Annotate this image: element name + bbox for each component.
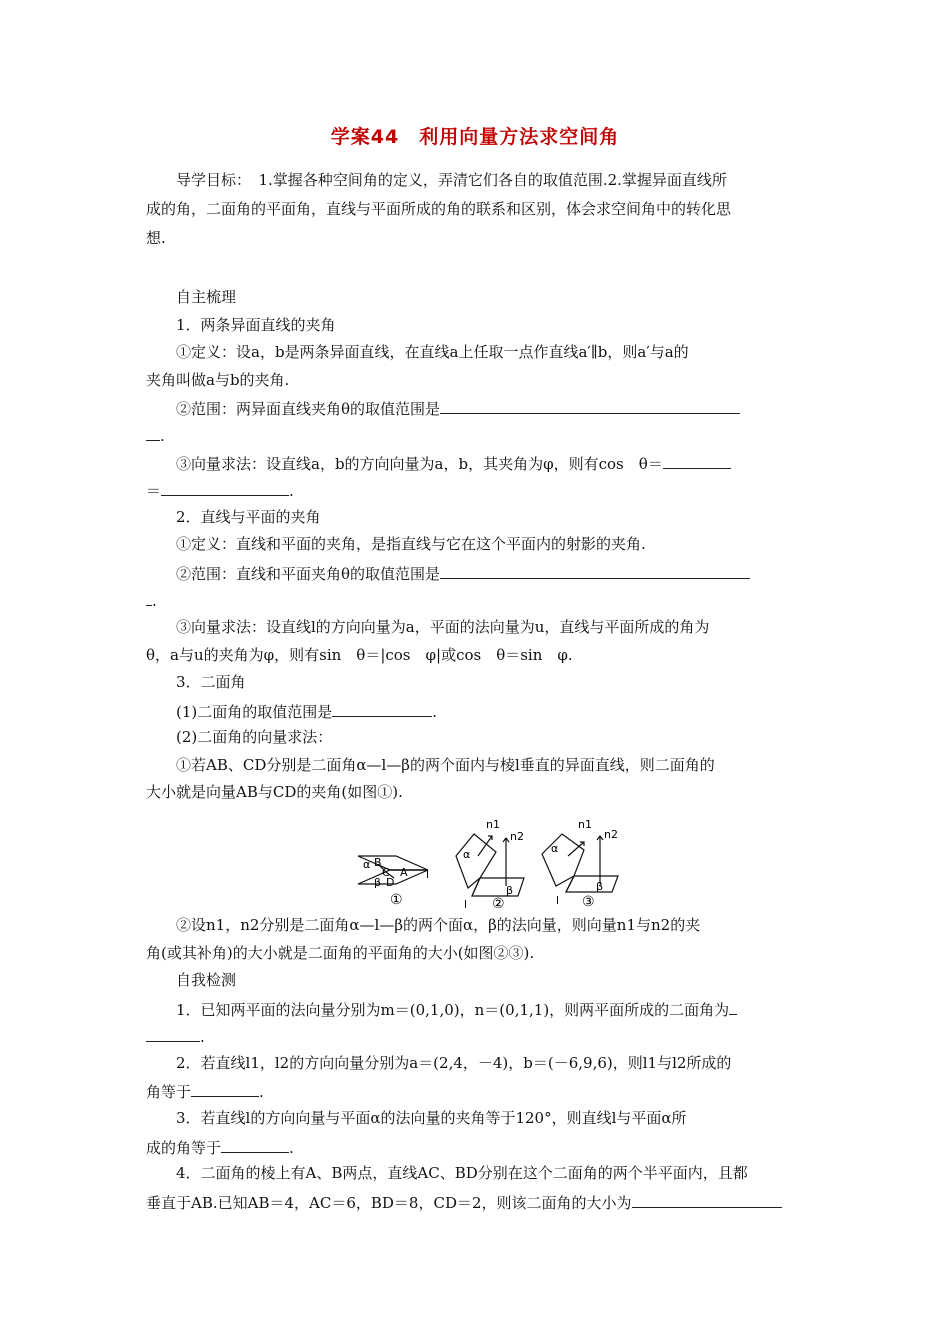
fig2-l-label: l bbox=[464, 898, 468, 908]
s3-method-1-line-1: ①若AB、CD分别是二面角α—l—β的两个面内与棱l垂直的异面直线，则二面角的 bbox=[176, 756, 715, 774]
s1-vector-line-1 bbox=[176, 452, 806, 474]
s1-vector-end: . bbox=[289, 482, 294, 500]
q4-blank[interactable] bbox=[632, 1191, 782, 1208]
s1-range-end: . bbox=[160, 427, 165, 445]
fig2-n2-label: n2 bbox=[510, 830, 524, 843]
fig3-l-label: l bbox=[556, 894, 560, 907]
s3-p1 bbox=[176, 700, 806, 722]
s2-range-blank[interactable] bbox=[440, 562, 750, 579]
fig1-B-label: B bbox=[374, 856, 382, 869]
review-heading: 自主梳理 bbox=[176, 288, 237, 306]
s2-range-line-1 bbox=[176, 562, 806, 584]
s1-range-blank-cont[interactable] bbox=[146, 424, 160, 441]
s3-p1-end: . bbox=[432, 703, 438, 721]
fig2-caption: ② bbox=[492, 896, 505, 908]
intro-line-1: 导学目标： 1.掌握各种空间角的定义，弄清它们各自的取值范围.2.掌握异面直线所 bbox=[176, 171, 727, 189]
fig3-n1-label: n1 bbox=[578, 818, 592, 831]
fig3-beta-label: β bbox=[596, 880, 604, 893]
q2-text: 角等于 bbox=[146, 1083, 192, 1101]
fig1-D-label: D bbox=[386, 876, 395, 889]
fig2-alpha-label: α bbox=[463, 848, 471, 861]
q1-line-1 bbox=[176, 998, 806, 1020]
s1-vector-blank-2[interactable] bbox=[161, 479, 289, 496]
q3-line-2 bbox=[146, 1136, 806, 1158]
fig2-beta-label: β bbox=[506, 884, 514, 897]
q4-line-2 bbox=[146, 1191, 806, 1213]
fig1-caption: ① bbox=[390, 892, 403, 908]
s2-vector-line-1: ③向量求法：设直线l的方向向量为a，平面的法向量为u，直线与平面所成的角为 bbox=[176, 618, 710, 636]
q3-end: . bbox=[289, 1139, 294, 1157]
fig1-C-label: C bbox=[382, 866, 390, 879]
fig1-A-label: A bbox=[400, 866, 408, 879]
figure-2-diagram bbox=[456, 834, 524, 896]
fig3-alpha-label: α bbox=[551, 842, 559, 855]
s2-range-line-2 bbox=[146, 589, 806, 611]
selfcheck-heading: 自我检测 bbox=[176, 971, 237, 989]
fig3-n2-label: n2 bbox=[604, 828, 618, 841]
q1-blank[interactable] bbox=[729, 998, 737, 1015]
s1-definition-line-2: 夹角叫做a与b的夹角. bbox=[146, 371, 290, 389]
s1-vector-eq: ＝ bbox=[146, 482, 162, 500]
q1-blank-cont[interactable] bbox=[146, 1025, 200, 1042]
page-title: 学案44 利用向量方法求空间角 bbox=[330, 126, 620, 148]
s2-range-end: . bbox=[152, 592, 157, 610]
s3-p1-text: (1)二面角的取值范围是 bbox=[176, 703, 333, 721]
s3-p1-blank[interactable] bbox=[332, 700, 432, 717]
q3-blank[interactable] bbox=[221, 1136, 289, 1153]
s3-method-2-line-2: 角(或其补角)的大小就是二面角的平面角的大小(如图②③). bbox=[146, 944, 535, 962]
intro-line-3: 想. bbox=[146, 229, 166, 247]
q2-line-1: 2．若直线l1，l2的方向向量分别为a＝(2,4，－4)，b＝(－6,9,6)，则l1与l2所成的 bbox=[176, 1054, 732, 1072]
q1-line-2 bbox=[146, 1025, 806, 1047]
section-3-heading: 3．二面角 bbox=[176, 673, 246, 691]
q4-text: 垂直于AB.已知AB＝4，AC＝6，BD＝8，CD＝2，则该二面角的大小为 bbox=[146, 1194, 632, 1212]
s1-range-blank[interactable] bbox=[440, 397, 740, 414]
fig3-caption: ③ bbox=[582, 894, 595, 908]
s2-vector-line-2: θ，a与u的夹角为φ，则有sin θ＝|cos φ|或cos θ＝sin φ. bbox=[146, 646, 573, 664]
dihedral-figures bbox=[356, 816, 646, 908]
s1-vector-blank-1[interactable] bbox=[663, 452, 731, 469]
s3-method-2-line-1: ②设n1，n2分别是二面角α—l—β的两个面α，β的法向量，则向量n1与n2的夹 bbox=[176, 916, 701, 934]
intro-line-2: 成的角，二面角的平面角，直线与平面所成的角的联系和区别，体会求空间角中的转化思 bbox=[146, 200, 732, 218]
s1-range-line-1 bbox=[176, 397, 806, 419]
fig1-l-label: l bbox=[426, 868, 430, 881]
s2-range-text: ②范围：直线和平面夹角θ的取值范围是 bbox=[176, 565, 441, 583]
s1-vector-line-2 bbox=[146, 479, 806, 501]
q2-line-2 bbox=[146, 1080, 806, 1102]
s3-p2: (2)二面角的向量求法： bbox=[176, 728, 333, 746]
fig1-beta-label: β bbox=[374, 876, 382, 889]
q2-blank[interactable] bbox=[191, 1080, 259, 1097]
s3-method-1-line-2: 大小就是向量AB与CD的夹角(如图①). bbox=[146, 783, 403, 801]
section-1-heading: 1．两条异面直线的夹角 bbox=[176, 316, 336, 334]
s1-vector-text: ③向量求法：设直线a，b的方向向量为a，b，其夹角为φ，则有cos θ＝ bbox=[176, 455, 663, 473]
q1-end: . bbox=[200, 1028, 205, 1046]
q2-end: . bbox=[259, 1083, 264, 1101]
s1-range-text: ②范围：两异面直线夹角θ的取值范围是 bbox=[176, 400, 441, 418]
fig2-n1-label: n1 bbox=[486, 818, 500, 831]
q3-text: 成的角等于 bbox=[146, 1139, 222, 1157]
q3-line-1: 3．若直线l的方向向量与平面α的法向量的夹角等于120°，则直线l与平面α所 bbox=[176, 1109, 687, 1127]
fig1-alpha-label: α bbox=[363, 858, 371, 871]
q1-text: 1．已知两平面的法向量分别为m＝(0,1,0)，n＝(0,1,1)，则两平面所成的二面角为 bbox=[176, 1001, 730, 1019]
s1-definition-line-1: ①定义：设a，b是两条异面直线，在直线a上任取一点作直线a′∥b，则a′与a的 bbox=[176, 343, 689, 361]
s2-definition: ①定义：直线和平面的夹角，是指直线与它在这个平面内的射影的夹角. bbox=[176, 535, 646, 553]
section-2-heading: 2．直线与平面的夹角 bbox=[176, 508, 321, 526]
q4-line-1: 4．二面角的棱上有A、B两点，直线AC、BD分别在这个二面角的两个半平面内，且都 bbox=[176, 1164, 748, 1182]
s1-range-line-2 bbox=[146, 424, 806, 446]
